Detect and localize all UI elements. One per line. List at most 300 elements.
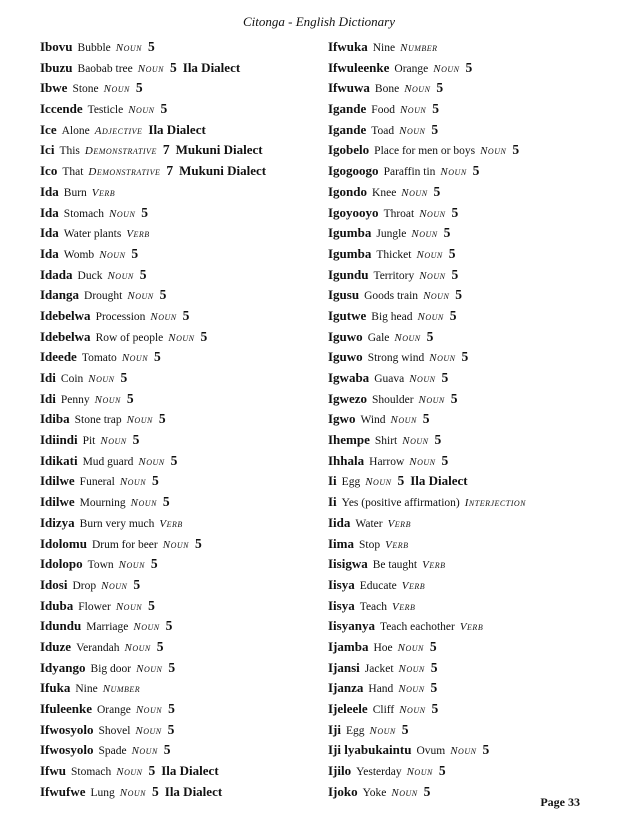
noun-class: 5 <box>126 390 134 406</box>
dictionary-entry <box>328 699 628 720</box>
headword: Ifwu <box>40 763 67 779</box>
headword: Idilwe <box>40 494 75 510</box>
part-of-speech: Noun <box>136 662 163 675</box>
noun-class: 5 <box>170 59 177 75</box>
headword: Idiindi <box>40 432 78 448</box>
part-of-speech: Noun <box>401 186 428 199</box>
part-of-speech: Noun <box>133 621 160 634</box>
part-of-speech: Noun <box>450 745 477 758</box>
headword: Iduba <box>40 597 74 613</box>
dictionary-entry <box>328 182 628 203</box>
noun-class: 5 <box>429 638 437 654</box>
headword: Igogoogo <box>328 163 379 179</box>
part-of-speech: Noun <box>124 641 151 654</box>
noun-class: 5 <box>423 783 431 799</box>
definition: Orange <box>97 704 131 716</box>
definition: Guava <box>374 373 405 385</box>
headword: Iima <box>328 535 354 551</box>
headword: Ijoko <box>328 783 358 799</box>
dictionary-entry <box>40 347 330 368</box>
part-of-speech: Noun <box>397 641 424 654</box>
definition: Womb <box>63 248 95 261</box>
dictionary-entry <box>40 368 330 389</box>
dictionary-entry <box>328 409 628 430</box>
headword: Igande <box>328 121 367 137</box>
headword: Idundu <box>40 618 82 634</box>
noun-class: 5 <box>120 370 128 385</box>
definition: Food <box>371 104 395 117</box>
definition: Funeral <box>79 476 115 489</box>
part-of-speech: Noun <box>433 62 460 75</box>
headword: Idolopo <box>40 556 83 572</box>
headword: Ijeleele <box>328 701 368 716</box>
definition: Flower <box>78 600 111 613</box>
noun-class: 5 <box>132 432 140 448</box>
dictionary-entry <box>40 389 330 410</box>
definition: Water plants <box>63 228 122 241</box>
noun-class: 5 <box>465 59 473 75</box>
noun-class: 5 <box>431 701 439 716</box>
dictionary-entry <box>328 596 628 617</box>
headword: Iji <box>328 721 341 737</box>
headword: Ifwuka <box>328 39 368 54</box>
part-of-speech: Verb <box>91 186 116 199</box>
dictionary-entry <box>328 637 628 658</box>
definition: Stone trap <box>74 414 122 427</box>
headword: Ijamba <box>328 638 369 654</box>
definition: Row of people <box>95 331 164 344</box>
part-of-speech: Demonstrative <box>84 145 157 158</box>
dictionary-entry <box>328 720 628 741</box>
definition: Place for men or boys <box>374 145 476 158</box>
dictionary-entry <box>328 347 628 368</box>
dictionary-entry <box>328 368 628 389</box>
part-of-speech: Noun <box>138 455 165 468</box>
dictionary-entry <box>328 471 628 492</box>
noun-class: 5 <box>436 80 444 96</box>
definition: Mourning <box>79 497 126 510</box>
dictionary-entry <box>40 451 330 472</box>
dictionary-entry <box>328 161 628 182</box>
headword: Ifwuwa <box>328 80 370 96</box>
definition: Paraffin tin <box>383 166 436 179</box>
definition: Jacket <box>364 662 394 675</box>
dictionary-entry <box>40 492 330 513</box>
headword: Idilwe <box>40 473 75 489</box>
dictionary-entry <box>40 306 330 327</box>
headword: Idi <box>40 370 56 385</box>
definition: Shirt <box>374 435 398 448</box>
definition: Alone <box>61 124 90 137</box>
definition: Shovel <box>98 724 131 737</box>
part-of-speech: Noun <box>131 745 158 758</box>
dictionary-entry <box>328 285 628 306</box>
headword: Idebelwa <box>40 307 91 323</box>
definition: Drop <box>72 579 97 592</box>
dictionary-entry <box>40 203 330 224</box>
definition: Nine <box>75 683 98 696</box>
part-of-speech: Noun <box>394 331 421 344</box>
definition: Pit <box>82 435 96 448</box>
definition: Thicket <box>376 248 412 261</box>
definition: Testicle <box>87 104 124 117</box>
headword: Idi <box>40 390 56 406</box>
noun-class: 5 <box>156 638 164 654</box>
noun-class: 5 <box>441 370 449 385</box>
definition: Hoe <box>373 641 393 654</box>
headword: Ifuka <box>40 680 71 696</box>
part-of-speech: Noun <box>88 373 115 385</box>
part-of-speech: Noun <box>99 248 126 261</box>
dictionary-entry <box>328 534 628 555</box>
part-of-speech: Adjective <box>94 124 143 137</box>
part-of-speech: Number <box>400 42 438 54</box>
dictionary-entry <box>40 285 330 306</box>
noun-class: 5 <box>397 473 405 489</box>
noun-class: 5 <box>448 245 456 261</box>
headword: Ice <box>40 121 57 137</box>
part-of-speech: Noun <box>423 290 450 303</box>
headword: Ii <box>328 494 337 510</box>
noun-class: 5 <box>422 411 430 427</box>
definition: Knee <box>372 186 397 199</box>
dictionary-entry <box>40 99 330 120</box>
noun-class: 5 <box>451 204 459 220</box>
dictionary-entry <box>40 616 330 637</box>
headword: Ibovu <box>40 39 73 54</box>
headword: Ijansi <box>328 659 360 675</box>
definition: Marriage <box>86 621 129 634</box>
part-of-speech: Noun <box>94 393 121 406</box>
headword: Idanga <box>40 287 80 303</box>
headword: Ideede <box>40 349 77 365</box>
part-of-speech: Noun <box>118 559 145 572</box>
part-of-speech: Noun <box>398 662 425 675</box>
headword: Igwo <box>328 411 356 427</box>
dictionary-entry <box>328 430 628 451</box>
dictionary-entry <box>328 389 628 410</box>
dictionary-entry <box>40 575 330 596</box>
noun-class: 5 <box>461 349 469 365</box>
part-of-speech: Noun <box>440 166 467 179</box>
headword: Igobelo <box>328 142 370 158</box>
headword: Ifwosyolo <box>40 721 94 737</box>
noun-class: 5 <box>148 39 155 54</box>
definition: Hand <box>368 683 394 696</box>
noun-class: 5 <box>152 473 159 489</box>
dialect-note: Mukuni Dialect <box>175 142 263 158</box>
dictionary-entry <box>40 327 330 348</box>
definition: Stomach <box>63 207 105 220</box>
part-of-speech: Noun <box>100 435 127 448</box>
headword: Ifwufwe <box>40 783 86 799</box>
definition: Stop <box>359 538 381 551</box>
noun-class: 5 <box>443 225 451 241</box>
definition: Bone <box>374 83 400 96</box>
dictionary-entry <box>328 327 628 348</box>
headword: Ii <box>328 473 337 489</box>
headword: Iguwo <box>328 349 363 365</box>
definition: Yes (positive affirmation) <box>341 497 460 510</box>
part-of-speech: Verb <box>126 228 150 241</box>
definition: Burn <box>63 186 87 199</box>
noun-class: 5 <box>512 142 520 158</box>
right-column <box>328 37 628 802</box>
headword: Idizya <box>40 514 75 530</box>
definition: Tomato <box>81 352 117 365</box>
headword: Igumba <box>328 245 372 261</box>
definition: Big door <box>90 662 132 675</box>
part-of-speech: Noun <box>109 207 136 220</box>
noun-class: 7 <box>166 163 174 179</box>
definition: Teach eachother <box>379 621 455 634</box>
definition: Jungle <box>376 228 407 241</box>
noun-class: 5 <box>167 721 175 737</box>
dictionary-entry <box>40 761 330 782</box>
headword: Iida <box>328 514 351 530</box>
part-of-speech: Noun <box>119 476 147 489</box>
headword: Ihhala <box>328 452 365 468</box>
part-of-speech: Noun <box>128 104 155 117</box>
dictionary-entry <box>40 161 330 182</box>
definition: Lung <box>90 786 115 799</box>
dictionary-entry <box>40 430 330 451</box>
definition: Territory <box>373 269 415 282</box>
dictionary-entry <box>40 740 330 761</box>
headword: Ifuleenke <box>40 701 92 716</box>
headword: Ibuzu <box>40 59 73 75</box>
dictionary-entry <box>328 451 628 472</box>
part-of-speech: Noun <box>416 248 443 261</box>
headword: Iduze <box>40 638 72 654</box>
part-of-speech: Interjection <box>464 497 526 510</box>
dictionary-entry <box>40 658 330 679</box>
definition: Mud guard <box>82 455 134 468</box>
part-of-speech: Verb <box>422 559 446 572</box>
part-of-speech: Noun <box>409 373 436 385</box>
noun-class: 5 <box>472 163 480 179</box>
page-header: Citonga - English Dictionary <box>242 14 396 29</box>
dictionary-entry <box>328 120 628 141</box>
dictionary-entry <box>40 637 330 658</box>
dictionary-entry <box>40 37 330 58</box>
headword: Iisya <box>328 597 355 613</box>
headword: Iisigwa <box>328 556 368 572</box>
noun-class: 5 <box>152 783 159 799</box>
noun-class: 5 <box>154 349 161 365</box>
definition: Egg <box>346 724 365 737</box>
definition: Throat <box>383 207 415 220</box>
noun-class: 5 <box>438 763 446 779</box>
left-column <box>40 37 330 802</box>
part-of-speech: Noun <box>127 290 154 303</box>
part-of-speech: Verb <box>159 517 183 530</box>
headword: Ida <box>40 204 59 220</box>
dictionary-entry <box>40 78 330 99</box>
part-of-speech: Verb <box>459 621 484 634</box>
part-of-speech: Number <box>102 683 141 696</box>
definition: Teach <box>359 600 388 613</box>
noun-class: 5 <box>163 742 171 758</box>
headword: Igumba <box>328 225 372 241</box>
noun-class: 5 <box>431 121 439 137</box>
headword: Ico <box>40 163 58 179</box>
noun-class: 5 <box>135 80 143 96</box>
definition: Procession <box>95 310 146 323</box>
noun-class: 5 <box>450 390 458 406</box>
headword: Idada <box>40 266 73 282</box>
noun-class: 5 <box>150 556 158 572</box>
part-of-speech: Noun <box>135 704 163 716</box>
part-of-speech: Noun <box>390 414 417 427</box>
definition: Wind <box>360 414 386 427</box>
part-of-speech: Verb <box>387 517 411 530</box>
part-of-speech: Noun <box>399 104 427 117</box>
dialect-note: Ila Dialect <box>410 473 468 489</box>
headword: Igwaba <box>328 370 370 385</box>
headword: Ifwosyolo <box>40 742 94 758</box>
noun-class: 5 <box>133 576 141 592</box>
definition: That <box>62 166 84 179</box>
part-of-speech: Noun <box>365 476 392 489</box>
definition: Stone <box>72 83 99 96</box>
part-of-speech: Noun <box>419 207 446 220</box>
dictionary-entry <box>328 265 628 286</box>
noun-class: 5 <box>139 266 147 282</box>
dictionary-entry <box>40 471 330 492</box>
definition: Nine <box>372 42 396 54</box>
headword: Iguwo <box>328 328 363 344</box>
part-of-speech: Noun <box>115 600 143 613</box>
dictionary-entry <box>40 534 330 555</box>
part-of-speech: Noun <box>409 455 436 468</box>
noun-class: 5 <box>158 411 166 427</box>
dictionary-entry <box>328 58 628 79</box>
dictionary-entry <box>40 596 330 617</box>
part-of-speech: Noun <box>418 393 445 406</box>
dictionary-entry <box>328 513 628 534</box>
headword: Iisyanya <box>328 618 375 634</box>
definition: Bubble <box>77 42 111 54</box>
part-of-speech: Noun <box>399 704 426 716</box>
noun-class: 5 <box>430 659 438 675</box>
part-of-speech: Noun <box>130 497 157 510</box>
part-of-speech: Noun <box>101 579 128 592</box>
dictionary-entry <box>40 720 330 741</box>
dictionary-entry <box>40 265 330 286</box>
noun-class: 5 <box>426 328 434 344</box>
part-of-speech: Noun <box>119 786 147 799</box>
definition: Town <box>87 559 114 572</box>
noun-class: 5 <box>449 307 457 323</box>
definition: Stomach <box>71 766 112 779</box>
dialect-note: Ila Dialect <box>164 783 223 799</box>
noun-class: 7 <box>162 142 170 158</box>
definition: Water <box>355 517 383 530</box>
definition: Big head <box>371 310 413 323</box>
noun-class: 5 <box>194 535 202 551</box>
dictionary-entry <box>40 223 330 244</box>
part-of-speech: Noun <box>369 724 396 737</box>
part-of-speech: Noun <box>398 683 425 696</box>
dialect-note: Mukuni Dialect <box>179 163 267 179</box>
headword: Idiba <box>40 411 70 427</box>
definition: Yesterday <box>356 766 402 779</box>
dictionary-entry <box>40 140 330 161</box>
part-of-speech: Noun <box>150 310 177 323</box>
dictionary-entry <box>328 554 628 575</box>
noun-class: 5 <box>148 763 156 779</box>
dictionary-entry <box>40 513 330 534</box>
dictionary-entry <box>328 306 628 327</box>
noun-class: 5 <box>182 307 190 323</box>
page-number: Page 33 <box>540 795 580 809</box>
headword: Ida <box>40 183 59 199</box>
noun-class: 5 <box>165 618 173 634</box>
headword: Igande <box>328 101 367 117</box>
headword: Iccende <box>40 101 83 117</box>
noun-class: 5 <box>131 245 139 261</box>
dictionary-entry <box>328 616 628 637</box>
headword: Iji lyabukaintu <box>328 742 412 758</box>
headword: Igoyooyo <box>328 204 379 220</box>
definition: Cliff <box>372 704 395 716</box>
part-of-speech: Noun <box>162 538 189 551</box>
part-of-speech: Noun <box>137 62 165 75</box>
headword: Idolomu <box>40 535 87 551</box>
definition: Harrow <box>369 455 405 468</box>
dictionary-entry <box>328 492 628 513</box>
noun-class: 5 <box>160 101 168 117</box>
dictionary-entry <box>40 678 330 699</box>
part-of-speech: Noun <box>406 766 433 779</box>
headword: Igwezo <box>328 390 367 406</box>
dictionary-entry <box>328 678 628 699</box>
part-of-speech: Noun <box>399 124 426 137</box>
headword: Idosi <box>40 576 68 592</box>
part-of-speech: Noun <box>115 42 142 54</box>
part-of-speech: Noun <box>391 786 418 799</box>
definition: Educate <box>359 579 397 592</box>
noun-class: 5 <box>159 287 167 303</box>
headword: Idikati <box>40 452 78 468</box>
headword: Ida <box>40 245 59 261</box>
noun-class: 5 <box>441 452 449 468</box>
headword: Idyango <box>40 659 86 675</box>
dialect-note: Ila Dialect <box>148 121 206 137</box>
dictionary-entry <box>40 554 330 575</box>
part-of-speech: Noun <box>404 83 431 96</box>
part-of-speech: Noun <box>126 414 153 427</box>
part-of-speech: Noun <box>135 724 162 737</box>
part-of-speech: Verb <box>385 538 409 551</box>
noun-class: 5 <box>170 452 178 468</box>
definition: Duck <box>77 269 103 282</box>
dictionary-entry <box>328 575 628 596</box>
dictionary-entry <box>40 182 330 203</box>
dictionary-entry <box>40 699 330 720</box>
dictionary-entry <box>40 58 330 79</box>
definition: Gale <box>367 331 390 344</box>
definition: Toad <box>371 124 395 137</box>
headword: Igondo <box>328 183 368 199</box>
part-of-speech: Noun <box>103 83 130 96</box>
definition: Orange <box>394 62 429 75</box>
headword: Ida <box>40 225 59 241</box>
noun-class: 5 <box>401 721 409 737</box>
definition: Egg <box>341 476 361 489</box>
noun-class: 5 <box>433 183 441 199</box>
